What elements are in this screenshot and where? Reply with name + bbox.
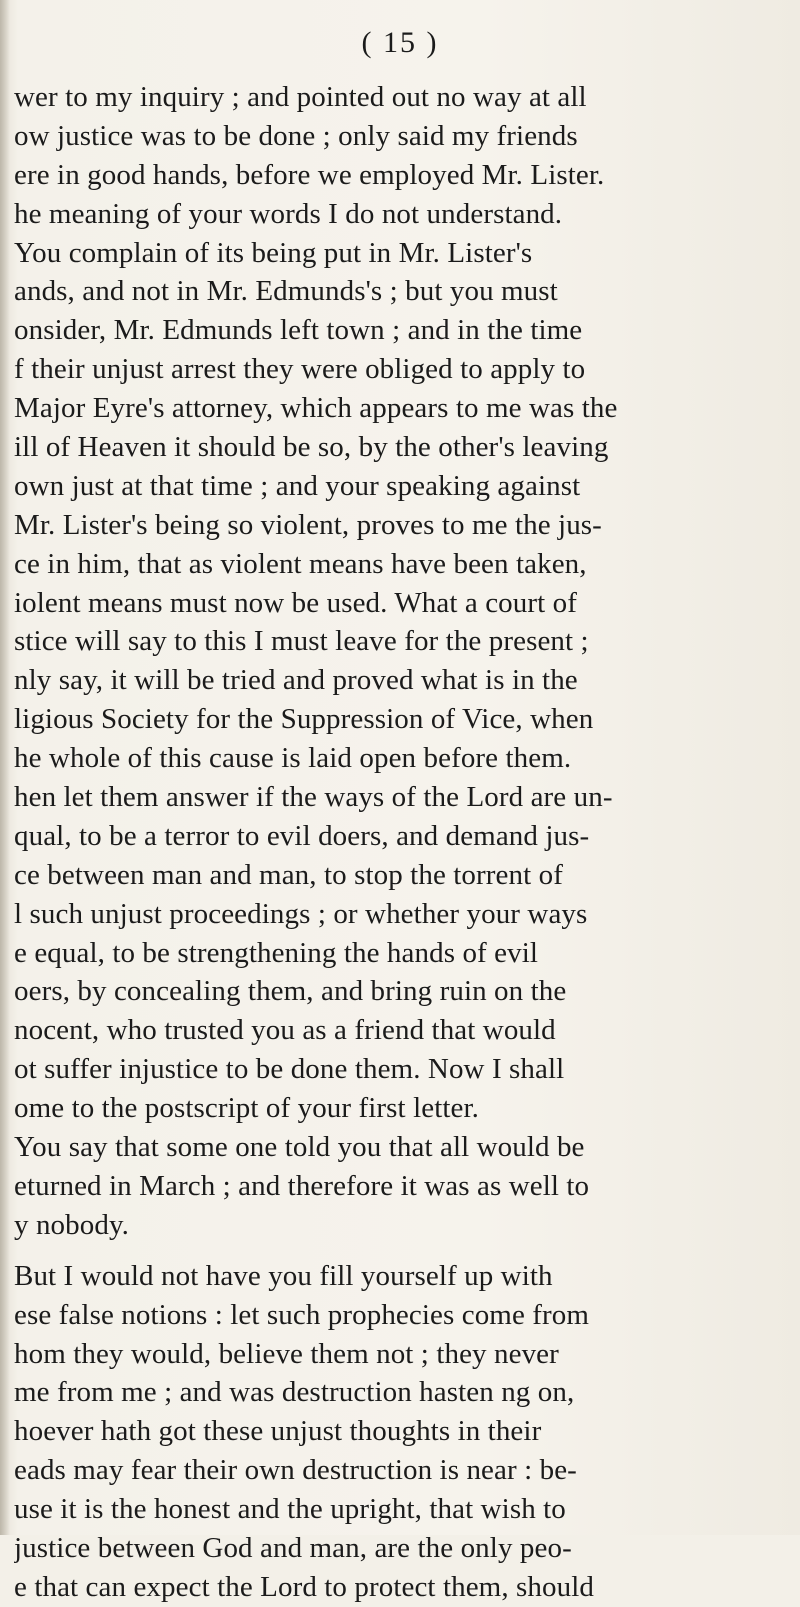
text-line: l such unjust proceedings ; or whether your ways xyxy=(14,897,588,930)
text-line: eads may fear their own destruction is near : be- xyxy=(14,1454,577,1487)
text-line: You say that some one told you that all would be xyxy=(14,1131,585,1164)
text-line: oers, by concealing them, and bring ruin on the xyxy=(14,975,567,1008)
binding-gutter xyxy=(0,0,10,1535)
text-line: Major Eyre's attorney, which appears to me was the xyxy=(14,392,618,425)
text-line: justice between God and man, are the only peo- xyxy=(14,1531,572,1564)
text-line: You complain of its being put in Mr. Lister's xyxy=(14,236,533,269)
text-line: ce between man and man, to stop the torrent of xyxy=(14,858,563,891)
text-line: ese false notions : let such prophecies come from xyxy=(14,1298,590,1331)
text-line: Mr. Lister's being so violent, proves to me the jus- xyxy=(14,508,602,541)
text-line: eturned in March ; and therefore it was as well to xyxy=(14,1169,590,1202)
text-line: stice will say to this I must leave for the present ; xyxy=(14,625,589,658)
text-line: nly say, it will be tried and proved what is in the xyxy=(14,664,578,697)
text-line: ow justice was to be done ; only said my friends xyxy=(14,119,578,152)
text-line: qual, to be a terror to evil doers, and demand jus- xyxy=(14,819,590,852)
text-line: hoever hath got these unjust thoughts in their xyxy=(14,1415,542,1448)
text-line: nocent, who trusted you as a friend that would xyxy=(14,1014,556,1047)
text-line: e that can expect the Lord to protect them, should xyxy=(14,1570,594,1603)
text-line: ands, and not in Mr. Edmunds's ; but you must xyxy=(14,275,558,308)
text-line: ere in good hands, before we employed Mr. Lister. xyxy=(14,158,605,191)
text-line: onsider, Mr. Edmunds left town ; and in the time xyxy=(14,314,583,347)
text-line: ce in him, that as violent means have been taken, xyxy=(14,547,587,580)
text-line: he meaning of your words I do not understand. xyxy=(14,197,563,230)
text-line: ome to the postscript of your first letter. xyxy=(14,1092,479,1125)
text-line: me from me ; and was destruction hasten ng on, xyxy=(14,1376,575,1409)
page-number-header: ( 15 ) xyxy=(361,26,439,59)
text-line: y nobody. xyxy=(14,1208,130,1241)
text-line: ligious Society for the Suppression of Vice, when xyxy=(14,703,594,736)
text-line: ot suffer injustice to be done them. Now I shall xyxy=(14,1053,565,1086)
text-line: hen let them answer if the ways of the Lord are un- xyxy=(14,781,613,814)
text-line: iolent means must now be used. What a court of xyxy=(14,586,577,619)
text-line: hom they would, believe them not ; they never xyxy=(14,1337,559,1370)
text-line: use it is the honest and the upright, that wish to xyxy=(14,1493,566,1526)
text-line: own just at that time ; and your speaking against xyxy=(14,469,581,502)
body-text xyxy=(14,78,800,1607)
text-line: ill of Heaven it should be so, by the other's leaving xyxy=(14,431,609,464)
text-line: wer to my inquiry ; and pointed out no way at all xyxy=(14,81,587,113)
text-line: e equal, to be strengthening the hands of evil xyxy=(14,936,539,969)
text-line: But I would not have you fill yourself up with xyxy=(14,1259,553,1292)
text-line: f their unjust arrest they were obliged to apply to xyxy=(14,353,586,386)
text-line: he whole of this cause is laid open before them. xyxy=(14,742,572,775)
